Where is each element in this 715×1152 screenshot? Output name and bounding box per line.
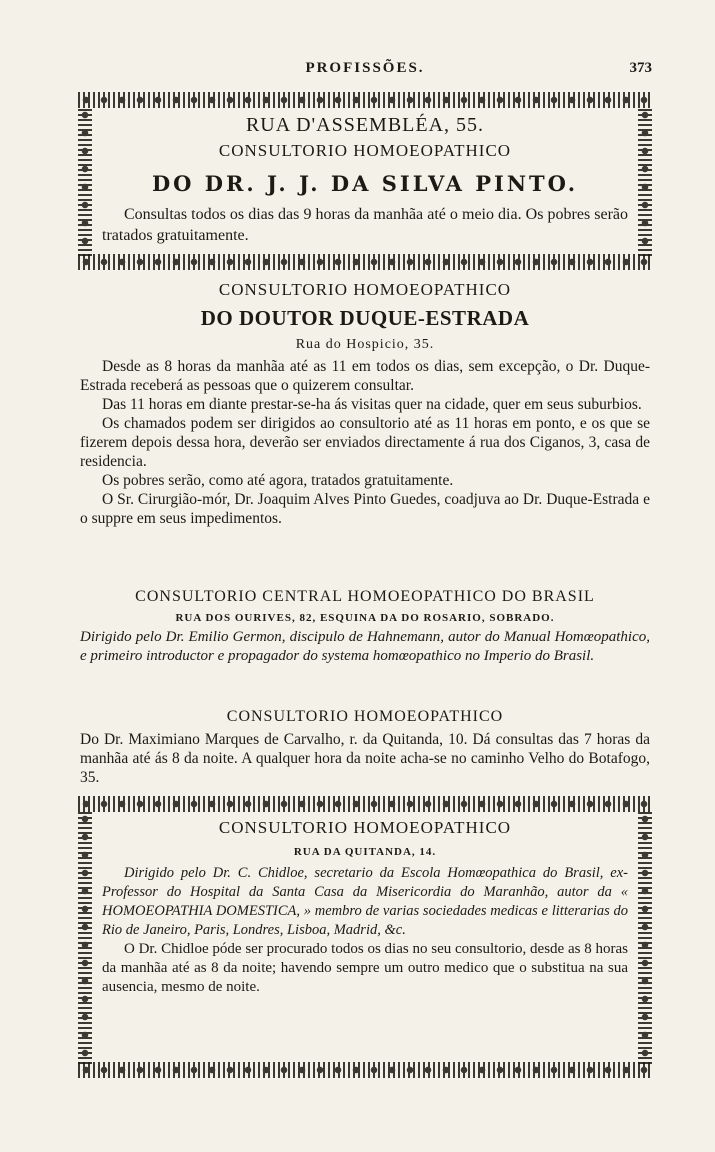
section2-heading: CONSULTORIO HOMOEOPATHICO (218, 280, 512, 299)
running-head (78, 60, 652, 82)
section3-heading: CONSULTORIO CENTRAL HOMOEOPATHICO DO BRASIL (135, 588, 595, 605)
ornamental-frame-chidloe (78, 796, 652, 1078)
page-number: 373 (629, 60, 652, 76)
ornamental-border-left (78, 810, 92, 1064)
running-head-title: PROFISSÕES. (305, 60, 425, 76)
box1-text: Consultas todos os dias das 9 horas da manhãa até o meio dia. Os pobres serão tratados gratuitamente. (102, 206, 628, 244)
section2-paragraph-5: O Sr. Cirurgião-mór, Dr. Joaquim Alves Pinto Guedes, coadjuva ao Dr. Duque-Estrada e o suppre em seus impedimentos. (80, 491, 650, 527)
section2-address: Rua do Hospicio, 35. (295, 337, 435, 352)
section4-text: Do Dr. Maximiano Marques de Carvalho, r. da Quitanda, 10. Dá consultas das 7 horas da manhãa até ás 8 da noite. A qualquer hora da noite acha-se no caminho Velho do Botafogo, 35. (80, 731, 650, 786)
box1-address: RUA D'ASSEMBLÉA, 55. (245, 114, 485, 136)
box5-text-2: O Dr. Chidloe póde ser procurado todos os dias no seu consultorio, desde as 8 horas da manhãa até as 8 da noite; havendo sempre um outro medico que o substitua na sua ausencia, mesmo de noite. (102, 941, 628, 995)
ornamental-border-right (638, 810, 652, 1064)
box5-text-1: Dirigido pelo Dr. C. Chidloe, secretario da Escola Homœopathica do Brasil, ex-Professor do Hospital da Santa Casa da Misericordia do Maranhão, autor da « HOMOEOPATHIA DOMESTICA, » membro de varias sociedades medicas e litterarias do Rio de Janeiro, Paris, Londres, Lisboa, Madrid, &c. (102, 865, 628, 938)
section2-paragraph-2: Das 11 horas em diante prestar-se-ha ás visitas quer na cidade, quer em seus suburbios. (102, 396, 642, 413)
section4-heading: CONSULTORIO HOMOEOPATHICO (226, 708, 504, 725)
box1-heading: CONSULTORIO HOMOEOPATHICO (218, 141, 512, 160)
section3-address: RUA DOS OURIVES, 82, ESQUINA DA DO ROSARIO, SOBRADO. (175, 612, 555, 624)
ornamental-frame-silva-pinto (78, 92, 652, 270)
section-central-brasil (80, 588, 650, 666)
section2-doctor-name: DO DOUTOR DUQUE-ESTRADA (200, 306, 530, 330)
section2-paragraph-1: Desde as 8 horas da manhãa até as 11 em todos os dias, sem excepção, o Dr. Duque-Estrada receberá as pessoas que o quizerem consultar. (80, 358, 650, 394)
ornamental-border-right (638, 106, 652, 256)
box5-address: RUA DA QUITANDA, 14. (293, 846, 437, 858)
ornamental-border-top (78, 92, 652, 108)
box1-doctor-name: DO DR. J. J. DA SILVA PINTO. (151, 171, 579, 196)
section-maximiano (80, 708, 650, 787)
ornamental-border-left (78, 106, 92, 256)
ornamental-border-bottom (78, 1062, 652, 1078)
section3-text: Dirigido pelo Dr. Emilio Germon, discipulo de Hahnemann, autor do Manual Homœopathico, e primeiro introductor e propagador do systema homœopathico no Imperio do Brasil. (80, 629, 650, 664)
ornamental-border-bottom (78, 254, 652, 270)
box5-heading: CONSULTORIO HOMOEOPATHICO (218, 818, 512, 837)
section2-paragraph-4: Os pobres serão, como até agora, tratados gratuitamente. (102, 472, 454, 489)
ornamental-border-top (78, 796, 652, 812)
section2-paragraph-3: Os chamados podem ser dirigidos ao consultorio até as 11 horas em ponto, e os que se fizerem depois dessa hora, deverão ser enviados directamente á rua dos Ciganos, 3, casa de residencia. (80, 415, 650, 470)
section-duque-estrada (80, 280, 650, 528)
